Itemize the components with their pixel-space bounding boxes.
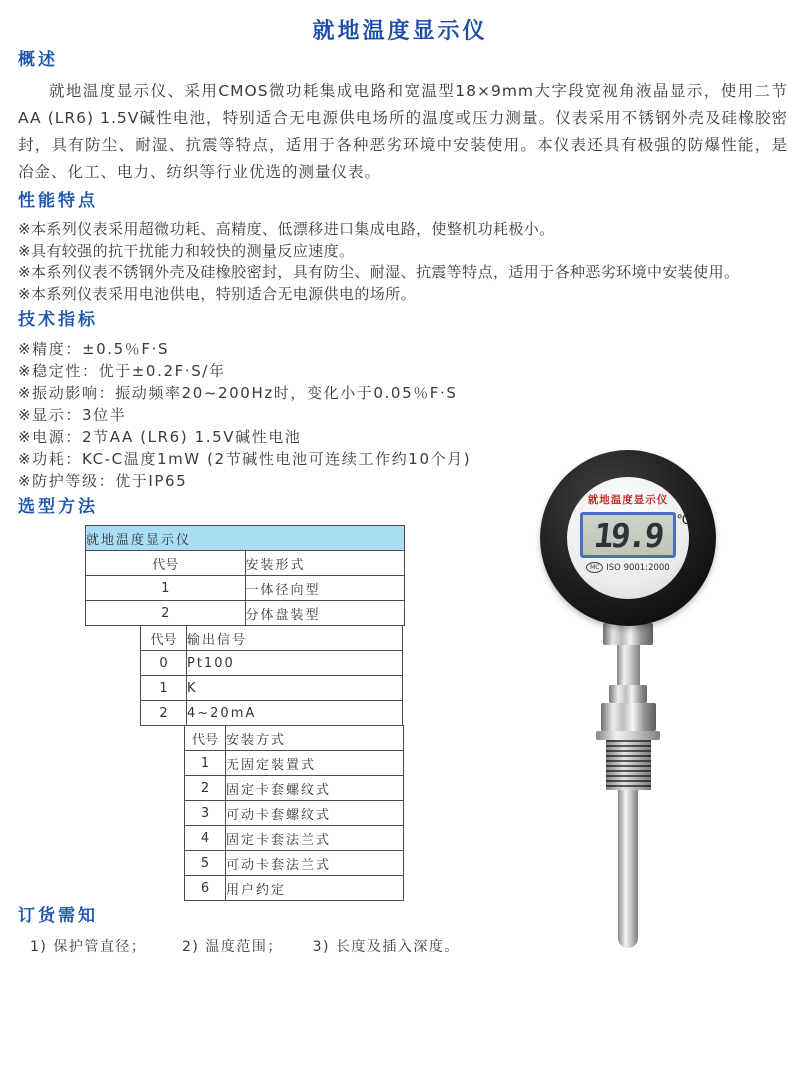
probe-collar xyxy=(596,731,660,740)
spec-item: ※功耗：KC-C温度1mW (2节碱性电池可连续工作约10个月) xyxy=(18,450,472,468)
features-list xyxy=(18,219,790,305)
temperature-unit: ℃ xyxy=(676,513,691,528)
mount-style-table xyxy=(184,725,404,901)
spec-item: ※振动影响：振动频率20~200Hz时，变化小于0.05％F·S xyxy=(18,384,458,402)
gauge-face xyxy=(567,477,689,599)
probe-lock-nut xyxy=(609,685,647,703)
table-row: 6 用户约定 xyxy=(185,876,404,901)
iso-cert-text: ISO 9001:2000 xyxy=(606,562,670,573)
table-row: 1 一体径向型 xyxy=(86,576,405,601)
table-row: 1 K xyxy=(141,676,403,701)
spec-item: ※精度：±0.5％F·S xyxy=(18,340,170,358)
table-row: 3 可动卡套螺纹式 xyxy=(185,801,404,826)
probe-hex-nut-main xyxy=(601,703,656,731)
table-row: 4 固定卡套法兰式 xyxy=(185,826,404,851)
probe-thread xyxy=(606,740,651,790)
feature-item: ※本系列仪表不锈钢外壳及硅橡胶密封，具有防尘、耐湿、抗震等特点，适用于各种恶劣环境中安装使用。 xyxy=(18,263,740,281)
spec-item: ※防护等级：优于IP65 xyxy=(18,472,188,490)
table-row: 2 分体盘装型 xyxy=(86,601,405,626)
install-form-table xyxy=(85,525,405,626)
table-title-row xyxy=(86,526,405,551)
table-row: 代号 安装方式 xyxy=(185,726,404,751)
lcd-display xyxy=(580,512,676,558)
page-title: 就地温度显示仪 xyxy=(312,19,488,44)
overview-heading: 概述 xyxy=(18,50,58,70)
temperature-value: 19.9 xyxy=(592,515,664,555)
mc-logo: MC xyxy=(586,562,603,573)
table-row: 代号 输出信号 xyxy=(141,626,403,651)
table-row: 1 无固定装置式 xyxy=(185,751,404,776)
table-title: 就地温度显示仪 xyxy=(86,526,405,551)
iso-certification xyxy=(586,562,669,573)
probe-hex-nut-top xyxy=(603,623,653,645)
gauge-brand-label: 就地温度显示仪 xyxy=(587,494,669,506)
specs-heading: 技术指标 xyxy=(18,310,98,330)
table-row: 代号 安装形式 xyxy=(86,551,405,576)
spec-item: ※显示：3位半 xyxy=(18,406,127,424)
output-signal-table xyxy=(140,625,403,726)
table-row: 0 Pt100 xyxy=(141,651,403,676)
ordering-heading: 订货需知 xyxy=(18,906,98,926)
gauge-bezel xyxy=(540,450,716,626)
table-row: 2 固定卡套螺纹式 xyxy=(185,776,404,801)
ordering-note: 1) 保护管直径； 2) 温度范围； 3) 长度及插入深度。 xyxy=(30,939,460,955)
product-photo xyxy=(540,450,716,948)
lcd-area xyxy=(580,512,691,558)
probe-stem xyxy=(617,645,640,685)
features-heading: 性能特点 xyxy=(18,191,98,211)
spec-item: ※稳定性：优于±0.2F·S/年 xyxy=(18,362,226,380)
feature-item: ※本系列仪表采用电池供电，特别适合无电源供电的场所。 xyxy=(18,284,416,303)
spec-item: ※电源：2节AA (LR6) 1.5V碱性电池 xyxy=(18,428,302,446)
feature-item: ※本系列仪表采用超微功耗、高精度、低漂移进口集成电路，使整机功耗极小。 xyxy=(18,220,555,238)
table-row: 5 可动卡套法兰式 xyxy=(185,851,404,876)
feature-item: ※具有较强的抗干扰能力和较快的测量反应速度。 xyxy=(18,241,355,260)
table-row: 2 4~20mA xyxy=(141,701,403,726)
probe-tube xyxy=(618,790,638,948)
selection-heading: 选型方法 xyxy=(18,497,98,517)
overview-paragraph: 就地温度显示仪、采用CMOS微功耗集成电路和宽温型18×9mm大字段宽视角液晶显示，使用二节AA (LR6) 1.5V碱性电池，特别适合无电源供电场所的温度或压力测量。仪表采用不锈钢外壳及硅橡胶密封，具有防尘、耐湿、抗震等特点，适用于各种恶劣环境中安装使用。本仪表还具有极强的防爆性能，是冶金、化工、电力、纺织等行业优选的测量仪表。 xyxy=(18,82,788,181)
